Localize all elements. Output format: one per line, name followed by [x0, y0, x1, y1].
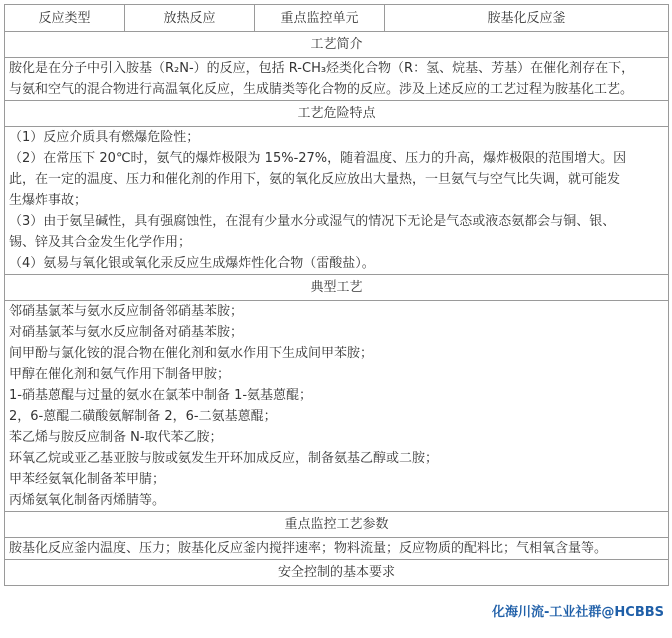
process-line: 2，6-蒽醌二磺酸氨解制备 2，6-二氨基蒽醌； — [9, 409, 277, 424]
process-line: 邻硝基氯苯与氨水反应制备邻硝基苯胺； — [9, 304, 244, 319]
intro-title: 工艺简介 — [5, 32, 669, 58]
hazard-title-row — [5, 101, 669, 127]
params-title: 重点监控工艺参数 — [5, 512, 669, 538]
header-reaction-type-value: 放热反应 — [125, 5, 255, 32]
hazard-body — [5, 127, 669, 275]
process-safety-table — [4, 4, 669, 586]
process-line: 苯乙烯与胺反应制备 N-取代苯乙胺； — [9, 430, 223, 445]
process-line: 对硝基氯苯与氨水反应制备对硝基苯胺； — [9, 325, 244, 340]
process-line: 1-硝基蒽醌与过量的氨水在氯苯中制备 1-氨基蒽醌； — [9, 388, 313, 403]
header-monitor-unit-value: 胺基化反应釜 — [385, 5, 669, 32]
intro-line: 与氨和空气的混合物进行高温氧化反应，生成腈类等化合物的反应。涉及上述反应的工艺过程为胺基化工艺。 — [9, 82, 634, 97]
process-title-row — [5, 275, 669, 301]
hazard-line: （3）由于氨呈碱性，具有强腐蚀性，在混有少量水分或湿气的情况下无论是气态或液态氨都会与铜、银、 — [9, 214, 616, 229]
header-monitor-unit-label: 重点监控单元 — [255, 5, 385, 32]
intro-line: 胺化是在分子中引入胺基（R₂N-）的反应，包括 R-CH₃烃类化合物（R：氢、烷基、芳基）在催化剂存在下， — [9, 61, 635, 76]
hazard-body-row — [5, 127, 669, 275]
intro-body-row — [5, 58, 669, 101]
params-text: 胺基化反应釜内温度、压力；胺基化反应釜内搅拌速率；物料流量；反应物质的配料比；气相氧含量等。 — [9, 541, 608, 556]
process-line: 间甲酚与氯化铵的混合物在催化剂和氨水作用下生成间甲苯胺； — [9, 346, 374, 361]
safety-title-row — [5, 560, 669, 586]
hazard-line: （1）反应介质具有燃爆危险性； — [9, 130, 200, 145]
params-body — [5, 538, 669, 560]
process-line: 环氧乙烷或亚乙基亚胺与胺或氨发生开环加成反应，制备氨基乙醇或二胺； — [9, 451, 439, 466]
safety-title: 安全控制的基本要求 — [5, 560, 669, 586]
process-body-row — [5, 301, 669, 512]
hazard-line: 生爆炸事故； — [9, 193, 88, 208]
process-body — [5, 301, 669, 512]
header-reaction-type-label: 反应类型 — [5, 5, 125, 32]
intro-title-row — [5, 32, 669, 58]
watermark-text: 化海川流-工业社群@HCBBS — [492, 605, 664, 620]
process-line: 丙烯氨氧化制备丙烯腈等。 — [9, 493, 166, 508]
hazard-title: 工艺危险特点 — [5, 101, 669, 127]
hazard-line: （2）在常压下 20℃时，氨气的爆炸极限为 15%-27%，随着温度、压力的升高，爆炸极限的范围增大。因 — [9, 151, 627, 166]
intro-body — [5, 58, 669, 101]
hazard-line: 此，在一定的温度、压力和催化剂的作用下，氨的氧化反应放出大量热，一旦氨气与空气比失调，就可能发 — [9, 172, 621, 187]
process-line: 甲醇在催化剂和氨气作用下制备甲胺； — [9, 367, 231, 382]
process-line: 甲苯经氨氧化制备苯甲腈； — [9, 472, 166, 487]
hazard-line: （4）氨易与氧化银或氧化汞反应生成爆炸性化合物（雷酸盐）。 — [9, 256, 375, 271]
params-body-row — [5, 538, 669, 560]
process-title: 典型工艺 — [5, 275, 669, 301]
hazard-line: 锡、锌及其合金发生化学作用； — [9, 235, 192, 250]
header-row — [5, 5, 669, 32]
params-title-row — [5, 512, 669, 538]
